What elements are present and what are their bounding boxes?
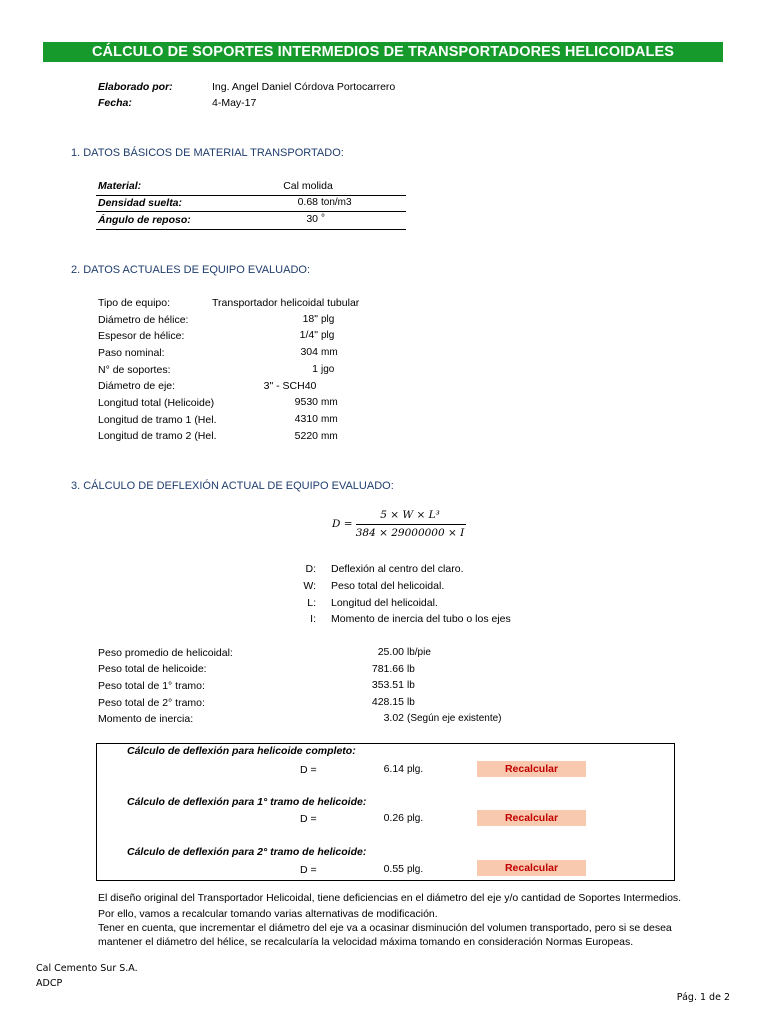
elaborado-label: Elaborado por:: [98, 81, 173, 93]
longitud-tramo2-label: Longitud de tramo 2 (Hel.: [98, 430, 217, 442]
peso-tramo2-label: Peso total de 2° tramo:: [98, 697, 205, 709]
calc-value-completo: 6.14: [383, 763, 404, 775]
legend-symbol: L:: [307, 597, 316, 609]
num-soportes-unit: jgo: [321, 364, 335, 375]
section-1-heading: 1. DATOS BÁSICOS DE MATERIAL TRANSPORTADO:: [71, 147, 344, 159]
espesor-helice-unit: plg: [321, 330, 335, 341]
longitud-total-label: Longitud total (Helicoide): [98, 397, 215, 409]
note-line: El diseño original del Transportador Helicoidal, tiene deficiencias en el diámetro del eje y/o cantidad de Soportes Intermedios.: [98, 892, 682, 904]
calc-value-tramo1: 0.26: [383, 812, 404, 824]
peso-tramo2-unit: lb: [407, 697, 415, 708]
longitud-total-unit: mm: [321, 397, 338, 408]
divider: [96, 211, 406, 212]
calc-unit: plg.: [407, 813, 424, 824]
paso-nominal-value: 304: [300, 346, 318, 358]
elaborado-value: Ing. Angel Daniel Córdova Portocarrero: [212, 81, 396, 93]
material-value: Cal molida: [283, 180, 333, 192]
peso-promedio-unit: lb/pie: [407, 647, 431, 658]
formula-denominator: 384 × 29000000 × I: [355, 527, 465, 539]
calc-value-tramo2: 0.55: [383, 863, 404, 875]
calc-title-tramo1: Cálculo de deflexión para 1° tramo de helicoide:: [127, 796, 367, 808]
fecha-value: 4-May-17: [212, 97, 257, 109]
momento-inercia-label: Momento de inercia:: [98, 713, 194, 725]
peso-tramo1-label: Peso total de 1° tramo:: [98, 680, 205, 692]
note-line: mantener el diámetro del hélice, se recalcularía la velocidad máxima tomando en consideración Normas Europeas.: [98, 936, 634, 948]
diametro-helice-unit: plg: [321, 314, 335, 325]
densidad-label: Densidad suelta:: [98, 197, 183, 209]
num-soportes-label: N° de soportes:: [98, 364, 171, 376]
calc-unit: plg.: [407, 764, 424, 775]
page-title: CÁLCULO DE SOPORTES INTERMEDIOS DE TRANSPORTADORES HELICOIDALES: [43, 42, 723, 62]
tipo-equipo-value: Transportador helicoidal tubular: [212, 297, 360, 309]
legend-symbol: I:: [310, 613, 316, 625]
recalcular-button-tramo1[interactable]: Recalcular: [477, 810, 586, 826]
section-2-heading: 2. DATOS ACTUALES DE EQUIPO EVALUADO:: [71, 264, 311, 276]
footer-company: Cal Cemento Sur S.A.: [36, 963, 138, 974]
recalcular-button-completo[interactable]: Recalcular: [477, 761, 586, 777]
formula-numerator: 5 × W × L³: [380, 509, 440, 521]
paso-nominal-label: Paso nominal:: [98, 347, 165, 359]
legend-symbol: D:: [305, 563, 316, 575]
diametro-helice-label: Diámetro de hélice:: [98, 314, 189, 326]
legend-description: Longitud del helicoidal.: [331, 597, 438, 609]
angulo-label: Ángulo de reposo:: [98, 214, 191, 226]
espesor-helice-value: 1/4": [299, 329, 318, 341]
peso-tramo1-unit: lb: [407, 680, 415, 691]
calc-title-completo: Cálculo de deflexión para helicoide completo:: [127, 745, 356, 757]
densidad-value: 0.68: [297, 196, 318, 208]
momento-inercia-note: (Según eje existente): [407, 713, 502, 724]
peso-total-label: Peso total de helicoide:: [98, 663, 207, 675]
legend-symbol: W:: [303, 580, 316, 592]
legend-description: Deflexión al centro del claro.: [331, 563, 464, 575]
diametro-eje-label: Diámetro de eje:: [98, 380, 176, 392]
diametro-eje-value: 3" - SCH40: [263, 380, 317, 392]
peso-promedio-value: 25.00: [377, 646, 404, 658]
espesor-helice-label: Espesor de hélice:: [98, 330, 185, 342]
calc-d-label: D =: [300, 764, 317, 776]
calc-unit: plg.: [407, 864, 424, 875]
page-number: Pág. 1 de 2: [676, 992, 730, 1003]
num-soportes-value: 1: [312, 363, 318, 375]
longitud-total-value: 9530: [294, 396, 318, 408]
divider: [96, 229, 406, 230]
peso-tramo1-value: 353.51: [371, 679, 404, 691]
angulo-value: 30: [306, 213, 318, 225]
legend-description: Momento de inercia del tubo o los ejes: [331, 613, 511, 625]
longitud-tramo2-unit: mm: [321, 431, 338, 442]
section-3-heading: 3. CÁLCULO DE DEFLEXIÓN ACTUAL DE EQUIPO EVALUADO:: [71, 480, 394, 492]
formula-fraction-bar: [356, 524, 466, 525]
calc-d-label: D =: [300, 813, 317, 825]
peso-total-value: 781.66: [371, 663, 404, 675]
footer-dept: ADCP: [36, 978, 63, 989]
note-line: Tener en cuenta, que incrementar el diámetro del eje va a ocasinar disminución del volumen transportado, pero si se desea: [98, 922, 672, 934]
calc-d-label: D =: [300, 864, 317, 876]
note-line: Por ello, vamos a recalcular tomando varias alternativas de modificación.: [98, 908, 438, 920]
peso-tramo2-value: 428.15: [371, 696, 404, 708]
divider: [96, 195, 406, 196]
densidad-unit: ton/m3: [321, 197, 352, 208]
material-label: Material:: [98, 180, 142, 192]
tipo-equipo-label: Tipo de equipo:: [98, 297, 170, 309]
legend-description: Peso total del helicoidal.: [331, 580, 445, 592]
longitud-tramo1-value: 4310: [294, 413, 318, 425]
longitud-tramo1-unit: mm: [321, 414, 338, 425]
peso-promedio-label: Peso promedio de helicoidal:: [98, 647, 233, 659]
momento-inercia-value: 3.02: [383, 712, 404, 724]
fecha-label: Fecha:: [98, 97, 132, 109]
longitud-tramo2-value: 5220: [294, 430, 318, 442]
formula-lhs: D =: [332, 518, 353, 530]
diametro-helice-value: 18": [302, 313, 318, 325]
paso-nominal-unit: mm: [321, 347, 338, 358]
angulo-unit: °: [321, 213, 325, 224]
recalcular-button-tramo2[interactable]: Recalcular: [477, 860, 586, 876]
longitud-tramo1-label: Longitud de tramo 1 (Hel.: [98, 414, 217, 426]
calc-title-tramo2: Cálculo de deflexión para 2° tramo de helicoide:: [127, 846, 367, 858]
peso-total-unit: lb: [407, 664, 415, 675]
